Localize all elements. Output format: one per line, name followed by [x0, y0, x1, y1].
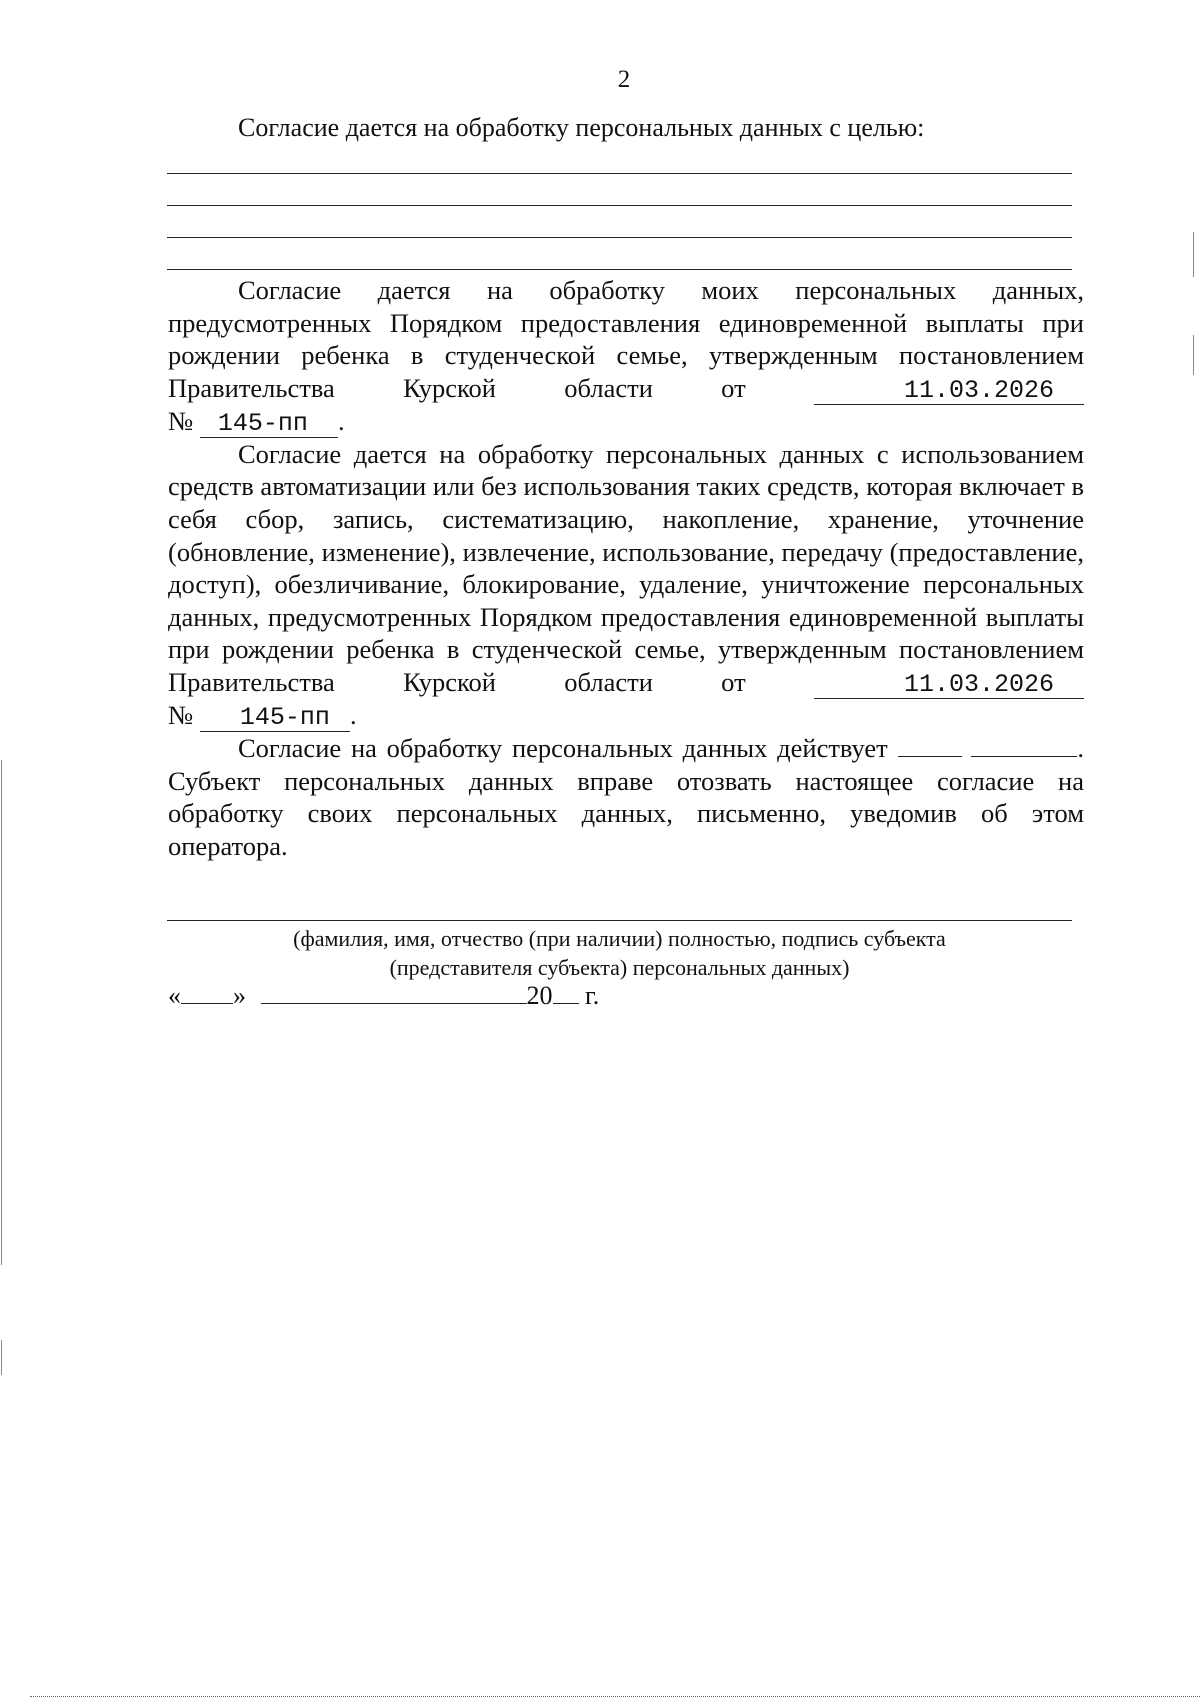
scan-edge-mark-right-1	[1193, 232, 1194, 277]
date-open-quote: «	[168, 981, 181, 1010]
month-blank	[261, 981, 527, 1004]
paragraph-2-number: 145-пп	[200, 705, 350, 732]
paragraph-3-text-start: Согласие на обработку персональных данных действует	[238, 732, 888, 763]
paragraph-1-number-line: № 145-пп .	[168, 405, 345, 438]
scan-edge-mark-left	[1, 760, 2, 1265]
purpose-blank-line-4	[167, 269, 1072, 270]
consent-paragraph-2	[168, 438, 1084, 699]
page-number: 2	[617, 66, 631, 93]
signature-caption-line-2: (представителя субъекта) персональных данных)	[389, 955, 850, 980]
consent-paragraph-3	[168, 732, 1084, 862]
paragraph-2-number-line: № 145-пп .	[168, 699, 357, 732]
validity-blank-2	[971, 734, 1077, 757]
paragraph-1-date: 11.03.2026	[814, 378, 1084, 405]
consent-body	[168, 274, 1084, 862]
paragraph-1-number: 145-пп	[200, 411, 338, 438]
year-suffix: г.	[585, 981, 600, 1010]
paragraph-2-date: 11.03.2026	[814, 672, 1084, 699]
purpose-blank-line-1	[167, 173, 1072, 174]
year-prefix: 20	[526, 981, 553, 1010]
scan-edge-mark-left-2	[1, 1340, 2, 1375]
purpose-blank-line-3	[167, 237, 1072, 238]
validity-blank-1	[898, 734, 962, 757]
year-blank	[553, 981, 579, 1004]
paragraph-3-text-end: . Субъект персональных данных вправе отозвать настоящее согласие на обработку своих персональных данных, письменно, уведомив об этом оператора.	[168, 732, 1085, 861]
paragraph-2-text: Согласие дается на обработку персональных данных с использованием средств автоматизации или без использования таких средств, которая включает в себя сбор, запись, систематизацию, накопление, хранение, уточнение (обновление, изменение), извлечение, использование, передачу (предоставление, доступ), обезличивание, блокирование, удаление, уничтожение персональных данных, предусмотренных Порядком предоставления единовременной выплаты при рождении ребенка в студенческой семье, утвержденным постановлением Правительства Курской области от	[168, 438, 1084, 697]
day-blank	[181, 981, 233, 1004]
scan-edge-mark-right-2	[1193, 335, 1194, 375]
consent-paragraph-1	[168, 274, 1084, 405]
signature-line	[167, 920, 1072, 921]
paragraph-1-number-label: №	[168, 405, 194, 436]
paragraph-1-text: Согласие дается на обработку моих персональных данных, предусмотренных Порядком предоставления единовременной выплаты при рождении ребенка в студенческой семье, утвержденным постановлением Правительства Курской области от	[168, 275, 1084, 403]
scan-edge-bottom	[30, 1696, 1200, 1697]
paragraph-2-number-label: №	[168, 699, 194, 730]
signature-caption-line-1: (фамилия, имя, отчество (при наличии) полностью, подпись субъекта	[293, 926, 946, 951]
signature-caption	[167, 924, 1072, 982]
date-line	[168, 981, 599, 1011]
purpose-heading: Согласие дается на обработку персональных данных с целью:	[238, 113, 925, 142]
purpose-blank-line-2	[167, 205, 1072, 206]
date-close-quote: »	[233, 981, 246, 1010]
